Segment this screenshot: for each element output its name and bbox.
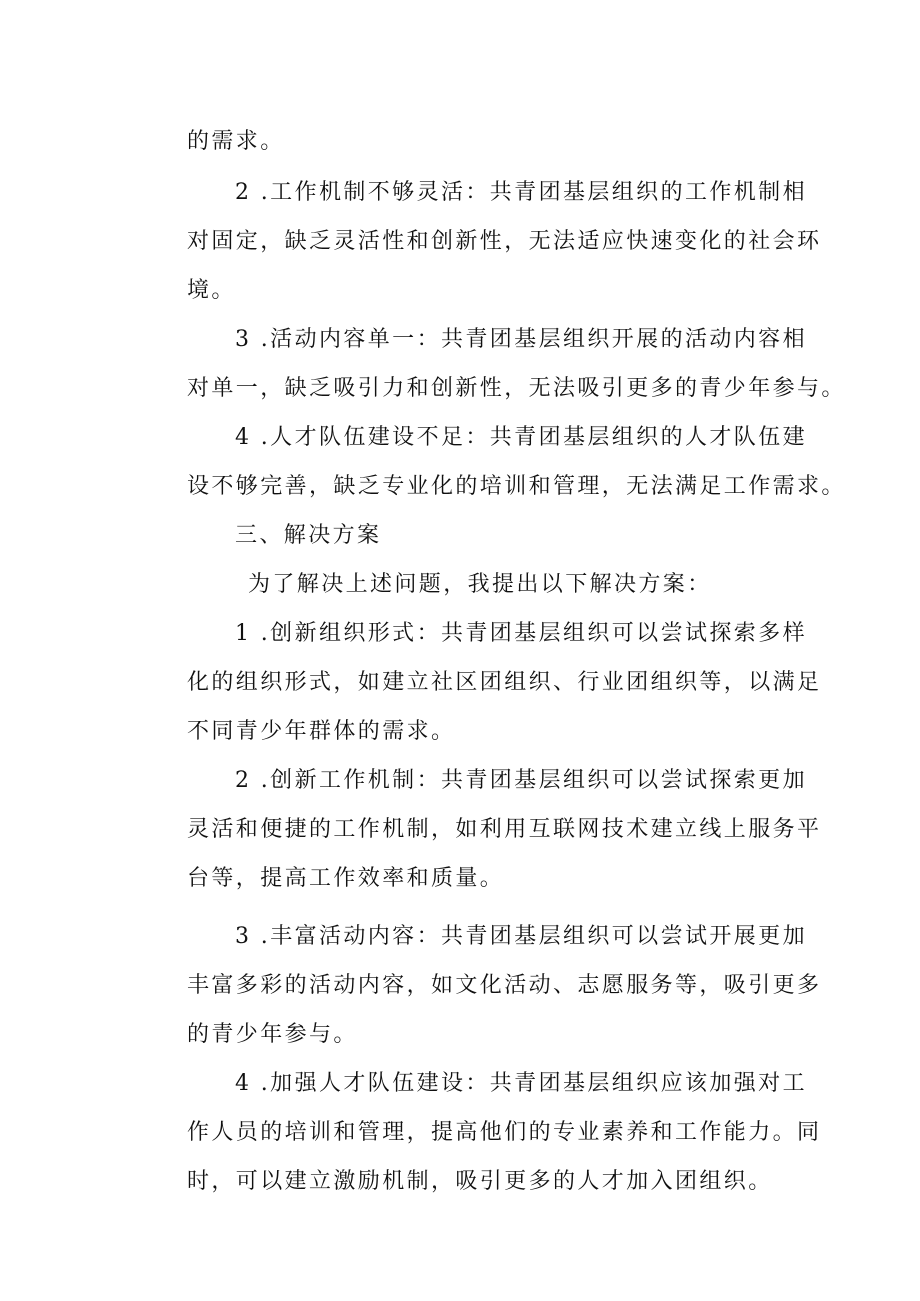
text-line: 2 .创新工作机制：共青团基层组织可以尝试探索更加	[235, 768, 807, 793]
text-line: 2 .工作机制不够灵活：共青团基层组织的工作机制相	[235, 180, 807, 205]
text-line: 对固定，缺乏灵活性和创新性，无法适应快速变化的社会环	[187, 229, 822, 254]
text-line: 对单一，缺乏吸引力和创新性，无法吸引更多的青少年参与。	[187, 376, 846, 401]
text-line: 4 .加强人才队伍建设：共青团基层组织应该加强对工	[235, 1071, 807, 1096]
text-line: 的需求。	[187, 129, 285, 154]
text-line: 境。	[187, 278, 236, 303]
text-line: 不同青少年群体的需求。	[187, 719, 456, 744]
text-line: 台等，提高工作效率和质量。	[187, 866, 505, 891]
section-heading: 三、解决方案	[235, 523, 382, 548]
text-line: 为了解决上述问题，我提出以下解决方案：	[248, 572, 712, 597]
text-line: 化的组织形式，如建立社区团组织、行业团组织等，以满足	[187, 670, 822, 695]
text-line: 3 .活动内容单一：共青团基层组织开展的活动内容相	[235, 327, 807, 352]
text-line: 的青少年参与。	[187, 1022, 358, 1047]
text-line: 时，可以建立激励机制，吸引更多的人才加入团组织。	[187, 1169, 773, 1194]
text-line: 1 .创新组织形式：共青团基层组织可以尝试探索多样	[235, 621, 807, 646]
text-line: 作人员的培训和管理，提高他们的专业素养和工作能力。同	[187, 1120, 822, 1145]
text-line: 丰富多彩的活动内容，如文化活动、志愿服务等，吸引更多	[187, 973, 822, 998]
text-line: 设不够完善，缺乏专业化的培训和管理，无法满足工作需求。	[187, 474, 846, 499]
text-line: 灵活和便捷的工作机制，如利用互联网技术建立线上服务平	[187, 817, 822, 842]
text-line: 4 .人才队伍建设不足：共青团基层组织的人才队伍建	[235, 425, 807, 450]
text-line: 3 .丰富活动内容：共青团基层组织可以尝试开展更加	[235, 924, 807, 949]
